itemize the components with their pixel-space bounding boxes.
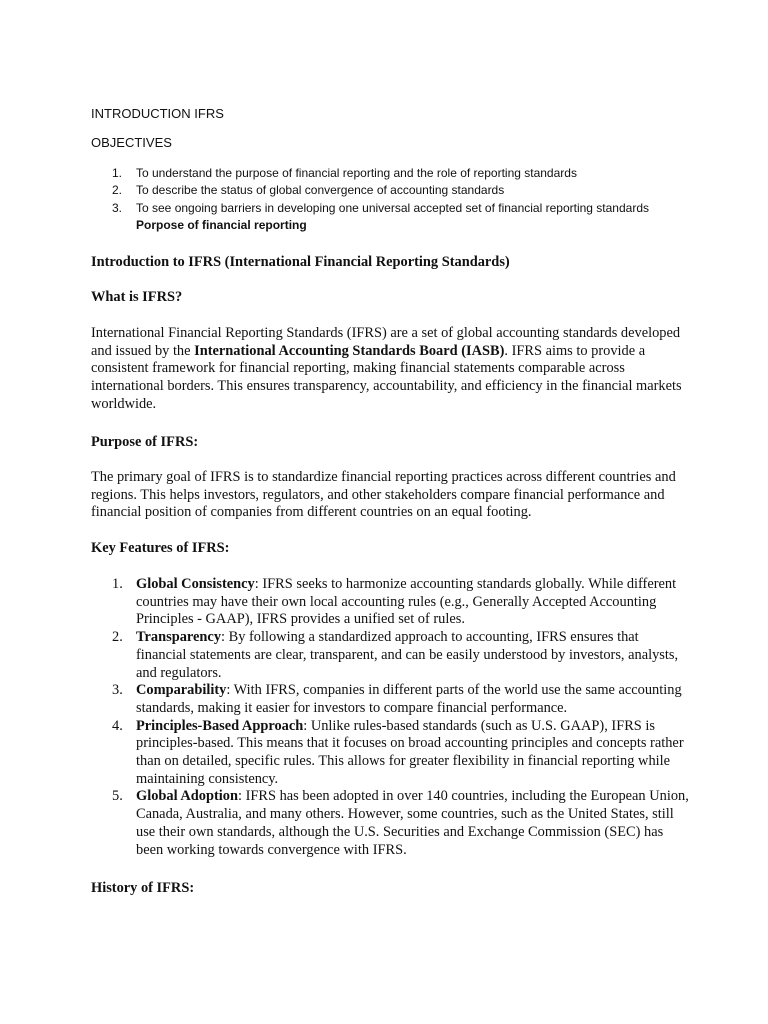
feature-title: Comparability (136, 682, 227, 699)
intro-heading: Introduction to IFRS (International Financial Reporting Standards) (91, 254, 510, 270)
feature-item (91, 576, 691, 629)
feature-item (91, 629, 691, 682)
feature-title: Global Consistency (136, 576, 255, 592)
feature-item (91, 788, 691, 859)
objective-item (91, 200, 751, 217)
feature-text: : By following a standardized approach to accounting, IFRS ensures that financial statements are clear, transparent, and can be easily understood by investors, analysts, and regulators. (136, 629, 679, 681)
objective-text: To see ongoing barriers in developing one universal accepted set of financial reporting standards (136, 200, 649, 215)
feature-item (91, 682, 691, 717)
feature-item (91, 718, 691, 789)
iasb-bold: International Accounting Standards Board (IASB) (194, 342, 505, 359)
objective-text: To describe the status of global convergence of accounting standards (136, 183, 505, 198)
intro-title: INTRODUCTION IFRS (91, 106, 224, 121)
what-paragraph (91, 325, 691, 414)
features-heading: Key Features of IFRS: (91, 540, 230, 556)
feature-text: : IFRS has been adopted in over 140 countries, including the European Union, Canada, Australia, and many others. However, some countries, such as the United States, still use their own standards, although the U.S. Securities and Exchange Commission (SEC) has been working towards convergence with IFRS. (136, 788, 689, 858)
feature-number: 2. (112, 629, 123, 646)
feature-number: 3. (112, 682, 123, 699)
objective-text: To understand the purpose of financial reporting and the role of reporting standards (136, 166, 577, 180)
feature-title: Principles-Based Approach (136, 717, 304, 734)
purpose-paragraph: The primary goal of IFRS is to standardize financial reporting practices across different countries and regions. This helps investors, regulators, and other stakeholders compare financial performance and financial position of companies from different countries on an equal footing. (91, 469, 676, 521)
objective-item (91, 182, 751, 199)
what-paragraph-text-2: . IFRS aims to provide a consistent framework for financial reporting, making financial statements comparable across international borders. This ensures transparency, accountability, and efficiency in the financial markets worldwide. (91, 342, 682, 412)
objective-item (91, 165, 751, 182)
feature-title: Global Adoption (136, 788, 238, 805)
history-heading: History of IFRS: (91, 880, 195, 896)
objective-number: 3. (112, 200, 123, 215)
objectives-title: OBJECTIVES (91, 135, 172, 150)
feature-text: : Unlike rules-based standards (such as U.S. GAAP), IFRS is principles-based. This means that it focuses on broad accounting principles and concepts rather than on detailed, specific rules. This allows for greater flexibility in financial reporting while maintaining consistency. (136, 717, 684, 787)
feature-number: 4. (112, 717, 123, 734)
objective-number: 1. (112, 166, 123, 180)
objective-number: 2. (112, 183, 123, 198)
what-paragraph-text-1: International Financial Reporting Standards (IFRS) are a set of global accounting standards developed and issued by the (91, 325, 681, 359)
purpose-heading: Purpose of IFRS: (91, 434, 199, 450)
feature-text: : With IFRS, companies in different parts of the world use the same accounting standards, making it easier for investors to compare financial performance. (136, 682, 682, 716)
feature-number: 5. (112, 788, 123, 805)
objectives-subheading: Porpose of financial reporting (136, 218, 307, 233)
feature-number: 1. (112, 576, 123, 592)
feature-title: Transparency (136, 629, 222, 646)
what-heading: What is IFRS? (91, 289, 183, 305)
feature-text: : IFRS seeks to harmonize accounting standards globally. While different countries may have their own local accounting rules (e.g., Generally Accepted Accounting Principles - GAAP), IFRS provides a unified set of rules. (136, 576, 677, 628)
objectives-list (91, 165, 751, 235)
features-list (91, 576, 691, 859)
